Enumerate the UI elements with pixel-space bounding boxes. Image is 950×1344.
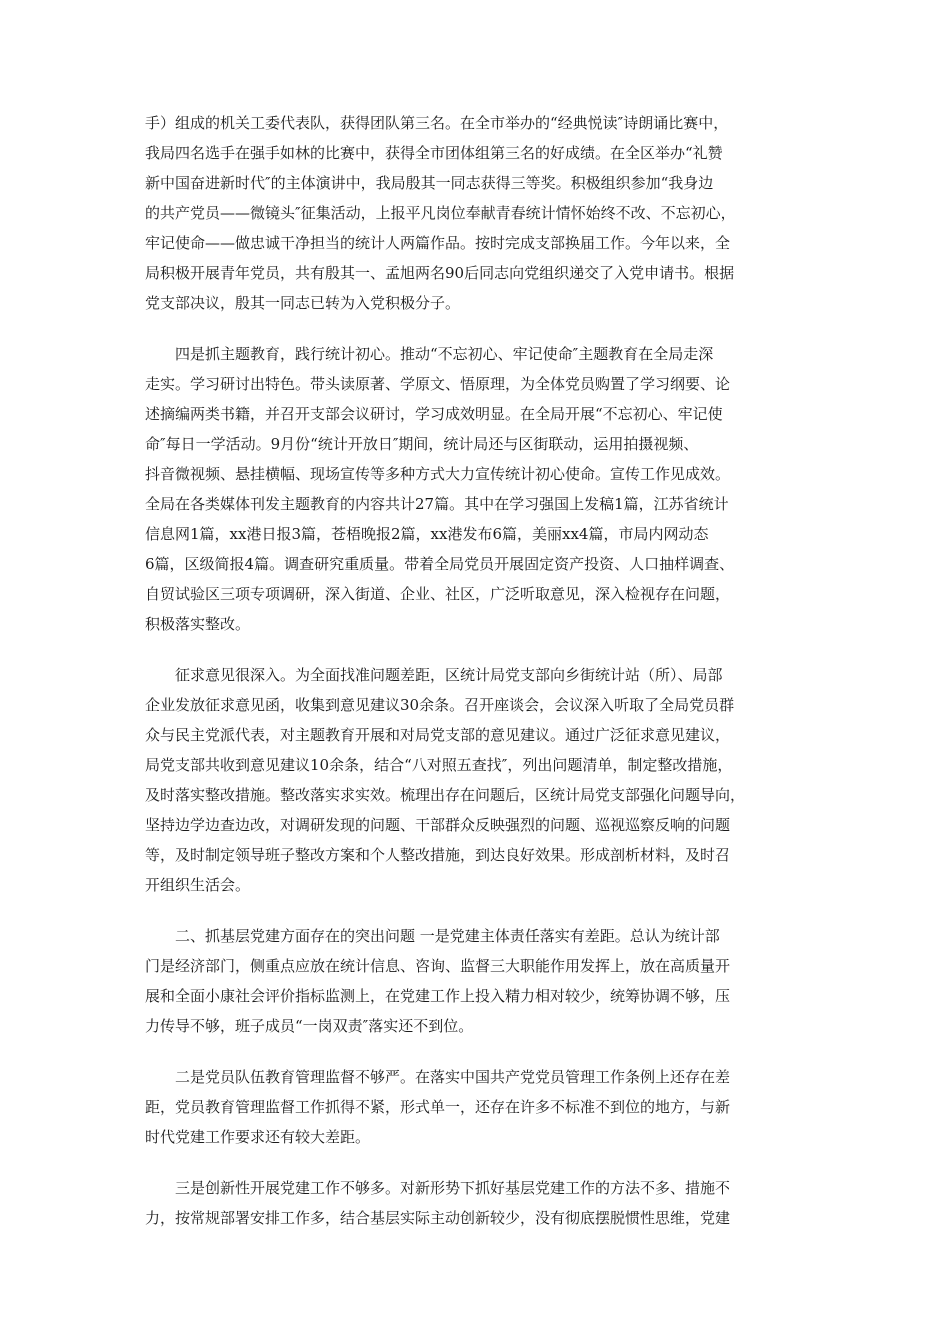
text-line: 征求意见很深入。为全面找准问题差距，区统计局党支部向乡街统计站（所）、局部 [175, 666, 723, 684]
text-line: 二、抓基层党建方面存在的突出问题 一是党建主体责任落实有差距。总认为统计部 [175, 927, 720, 945]
text-line: 力传导不够，班子成员“一岗双责″落实还不到位。 [145, 1017, 474, 1035]
text-line: 局积极开展青年党员，共有殷其一、孟旭两名90后同志向党组织递交了入党申请书。根据 [145, 264, 735, 282]
paragraph-4 [145, 921, 815, 1041]
text-line: 命″每日一学活动。9月份“统计开放日″期间，统计局还与区街联动，运用拍摄视频、 [145, 435, 699, 453]
paragraph-5 [145, 1062, 815, 1152]
text-line: 积极落实整改。 [145, 615, 251, 633]
paragraph-3 [145, 660, 815, 900]
paragraph-6 [145, 1173, 815, 1233]
text-line: 三是创新性开展党建工作不够多。对新形势下抓好基层党建工作的方法不多、措施不 [175, 1179, 731, 1197]
text-line: 等，及时制定领导班子整改方案和个人整改措施，到达良好效果。形成剖析材料，及时召 [145, 846, 731, 864]
paragraph-1 [145, 108, 815, 318]
text-line: 走实。学习研讨出特色。带头读原著、学原文、悟原理，为全体党员购置了学习纲要、论 [145, 375, 731, 393]
text-line: 信息网1篇，xx港日报3篇，苍梧晚报2篇，xx港发布6篇，美丽xx4篇，市局内网动态 [145, 525, 709, 543]
text-line: 时代党建工作要求还有较大差距。 [145, 1128, 371, 1146]
text-line: 展和全面小康社会评价指标监测上，在党建工作上投入精力相对较少，统筹协调不够，压 [145, 987, 731, 1005]
text-line: 抖音微视频、悬挂横幅、现场宣传等多种方式大力宣传统计初心使命。宣传工作见成效。 [145, 465, 731, 483]
text-line: 牢记使命——做忠诚干净担当的统计人两篇作品。按时完成支部换届工作。今年以来，全 [145, 234, 731, 252]
text-line: 的共产党员——微镜头″征集活动，上报平凡岗位奉献青春统计情怀始终不改、不忘初心， [145, 204, 736, 222]
text-line: 述摘编两类书籍，并召开支部会议研讨，学习成效明显。在全局开展“不忘初心、牢记使 [145, 405, 723, 423]
text-line: 开组织生活会。 [145, 876, 251, 894]
text-line: 四是抓主题教育，践行统计初心。推动“不忘初心、牢记使命″主题教育在全局走深 [175, 345, 714, 363]
text-line: 6篇，区级简报4篇。调查研究重质量。带着全局党员开展固定资产投资、人口抽样调查、 [145, 555, 735, 573]
text-line: 企业发放征求意见函，收集到意见建议30余条。召开座谈会，会议深入听取了全局党员群 [145, 696, 735, 714]
text-line: 全局在各类媒体刊发主题教育的内容共计27篇。其中在学习强国上发稿1篇，江苏省统计 [145, 495, 729, 513]
text-line: 党支部决议，殷其一同志已转为入党积极分子。 [145, 294, 461, 312]
document-body [145, 108, 815, 1254]
text-line: 及时落实整改措施。整改落实求实效。梳理出存在问题后，区统计局党支部强化问题导向， [145, 786, 746, 804]
text-line: 二是党员队伍教育管理监督不够严。在落实中国共产党党员管理工作条例上还存在差 [175, 1068, 731, 1086]
text-line: 坚持边学边查边改，对调研发现的问题、干部群众反映强烈的问题、巡视巡察反响的问题 [145, 816, 731, 834]
text-line: 新中国奋进新时代″的主体演讲中，我局殷其一同志获得三等奖。积极组织参加“我身边 [145, 174, 714, 192]
text-line: 力，按常规部署安排工作多，结合基层实际主动创新较少，没有彻底摆脱惯性思维，党建 [145, 1209, 731, 1227]
paragraph-2 [145, 339, 815, 639]
text-line: 手）组成的机关工委代表队，获得团队第三名。在全市举办的“经典悦读″诗朗诵比赛中， [145, 114, 729, 132]
text-line: 距，党员教育管理监督工作抓得不紧，形式单一，还存在许多不标准不到位的地方，与新 [145, 1098, 731, 1116]
text-line: 自贸试验区三项专项调研，深入街道、企业、社区，广泛听取意见，深入检视存在问题， [145, 585, 731, 603]
text-line: 门是经济部门，侧重点应放在统计信息、咨询、监督三大职能作用发挥上，放在高质量开 [145, 957, 731, 975]
text-line: 局党支部共收到意见建议10余条，结合“八对照五查找″，列出问题清单，制定整改措施， [145, 756, 733, 774]
text-line: 众与民主党派代表，对主题教育开展和对局党支部的意见建议。通过广泛征求意见建议， [145, 726, 731, 744]
text-line: 我局四名选手在强手如林的比赛中，获得全市团体组第三名的好成绩。在全区举办“礼赞 [145, 144, 723, 162]
